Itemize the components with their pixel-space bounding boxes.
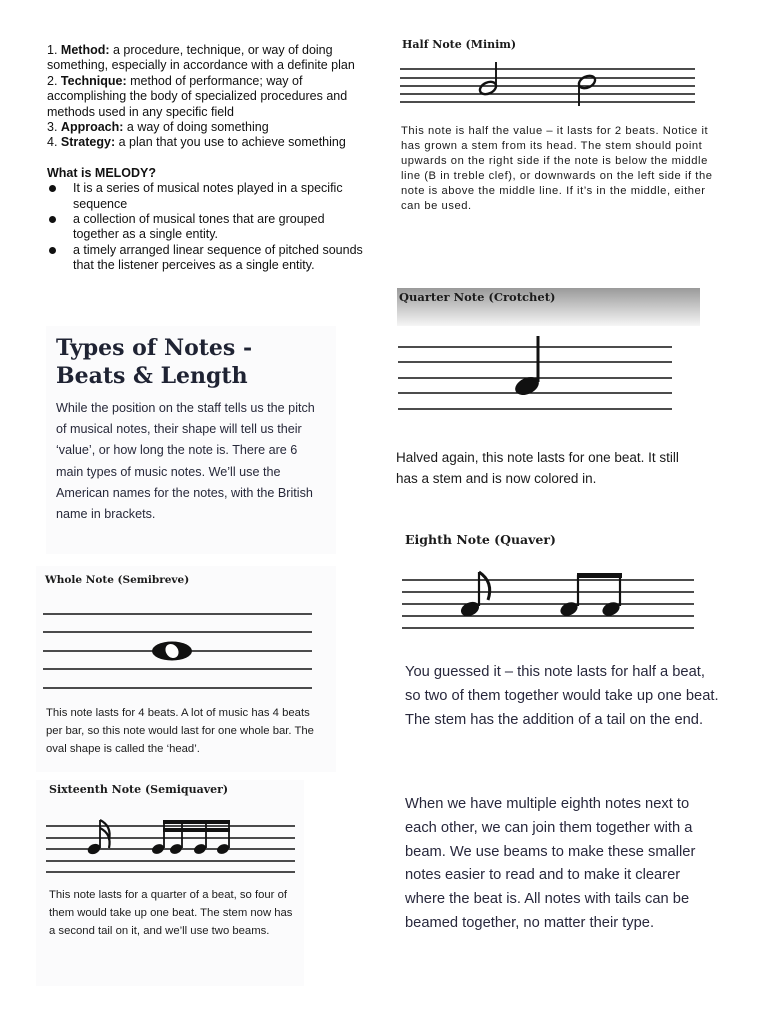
types-body: While the position on the staff tells us the pitch of musical notes, their shape will tell us their ‘value’, or how long the note is. There are 6 main types of music notes. We’ll use the American names for the notes, with the British name in brackets.: [56, 401, 315, 522]
quarter-note-title: Quarter Note (Crotchet): [399, 290, 556, 304]
quarter-note-body: Halved again, this note lasts for one beat. It still has a stem and is now colored in.: [396, 450, 679, 486]
list-item: a timely arranged linear sequence of pitched sounds that the listener perceives as a single entity.: [47, 243, 365, 274]
eighth-note-title: Eighth Note (Quaver): [405, 532, 556, 547]
definition-item: 2. Technique: method of performance; way of accomplishing the body of specialized procedures and methods used in any specific field: [47, 73, 348, 119]
list-item: It is a series of musical notes played in a specific sequence: [47, 181, 365, 212]
sixteenth-note-body: This note lasts for a quarter of a beat, so four of them would take up one beat. The stem now has a second tail on it, and we’ll use two beams.: [49, 889, 293, 938]
definition-item: 1. Method: a procedure, technique, or way of doing something, especially in accordance with a definite plan: [47, 43, 355, 73]
eighth-note-body-1: You guessed it – this note lasts for half a beat, so two of them together would take up one beat. The stem has the addition of a tail on the end.: [405, 664, 719, 728]
list-item: a collection of musical tones that are grouped together as a single entity.: [47, 212, 365, 243]
definition-item: 3. Approach: a way of doing something: [47, 120, 269, 135]
half-note-body: This note is half the value – it lasts for 2 beats. Notice it has grown a stem from its head. The stem should point upwards on the right side if the note is below the middle line (B in treble clef), or downwards on the left side if the note is above the middle line. If it’s in the middle, either can be used.: [401, 125, 713, 212]
whole-note-title: Whole Note (Semibreve): [45, 574, 190, 586]
eighth-note-single: [459, 572, 490, 619]
sixteenth-note-title: Sixteenth Note (Semiquaver): [49, 783, 229, 796]
types-title: Types of Notes - Beats & Length: [56, 335, 253, 389]
melody-question: What is MELODY?: [47, 165, 157, 180]
half-note-title: Half Note (Minim): [402, 38, 517, 51]
whole-note-body: This note lasts for 4 beats. A lot of music has 4 beats per bar, so this note would last for one whole bar. The oval shape is called the ‘head’.: [46, 707, 314, 756]
eighth-note-body-2: When we have multiple eighth notes next to each other, we can join them together with a beam. We use beams to make these smaller notes easier to read and to make it clearer where the beat is. All notes with tails can be beamed together, no matter their type.: [405, 796, 696, 931]
definition-item: 4. Strategy: a plan that you use to achieve something: [47, 135, 346, 150]
